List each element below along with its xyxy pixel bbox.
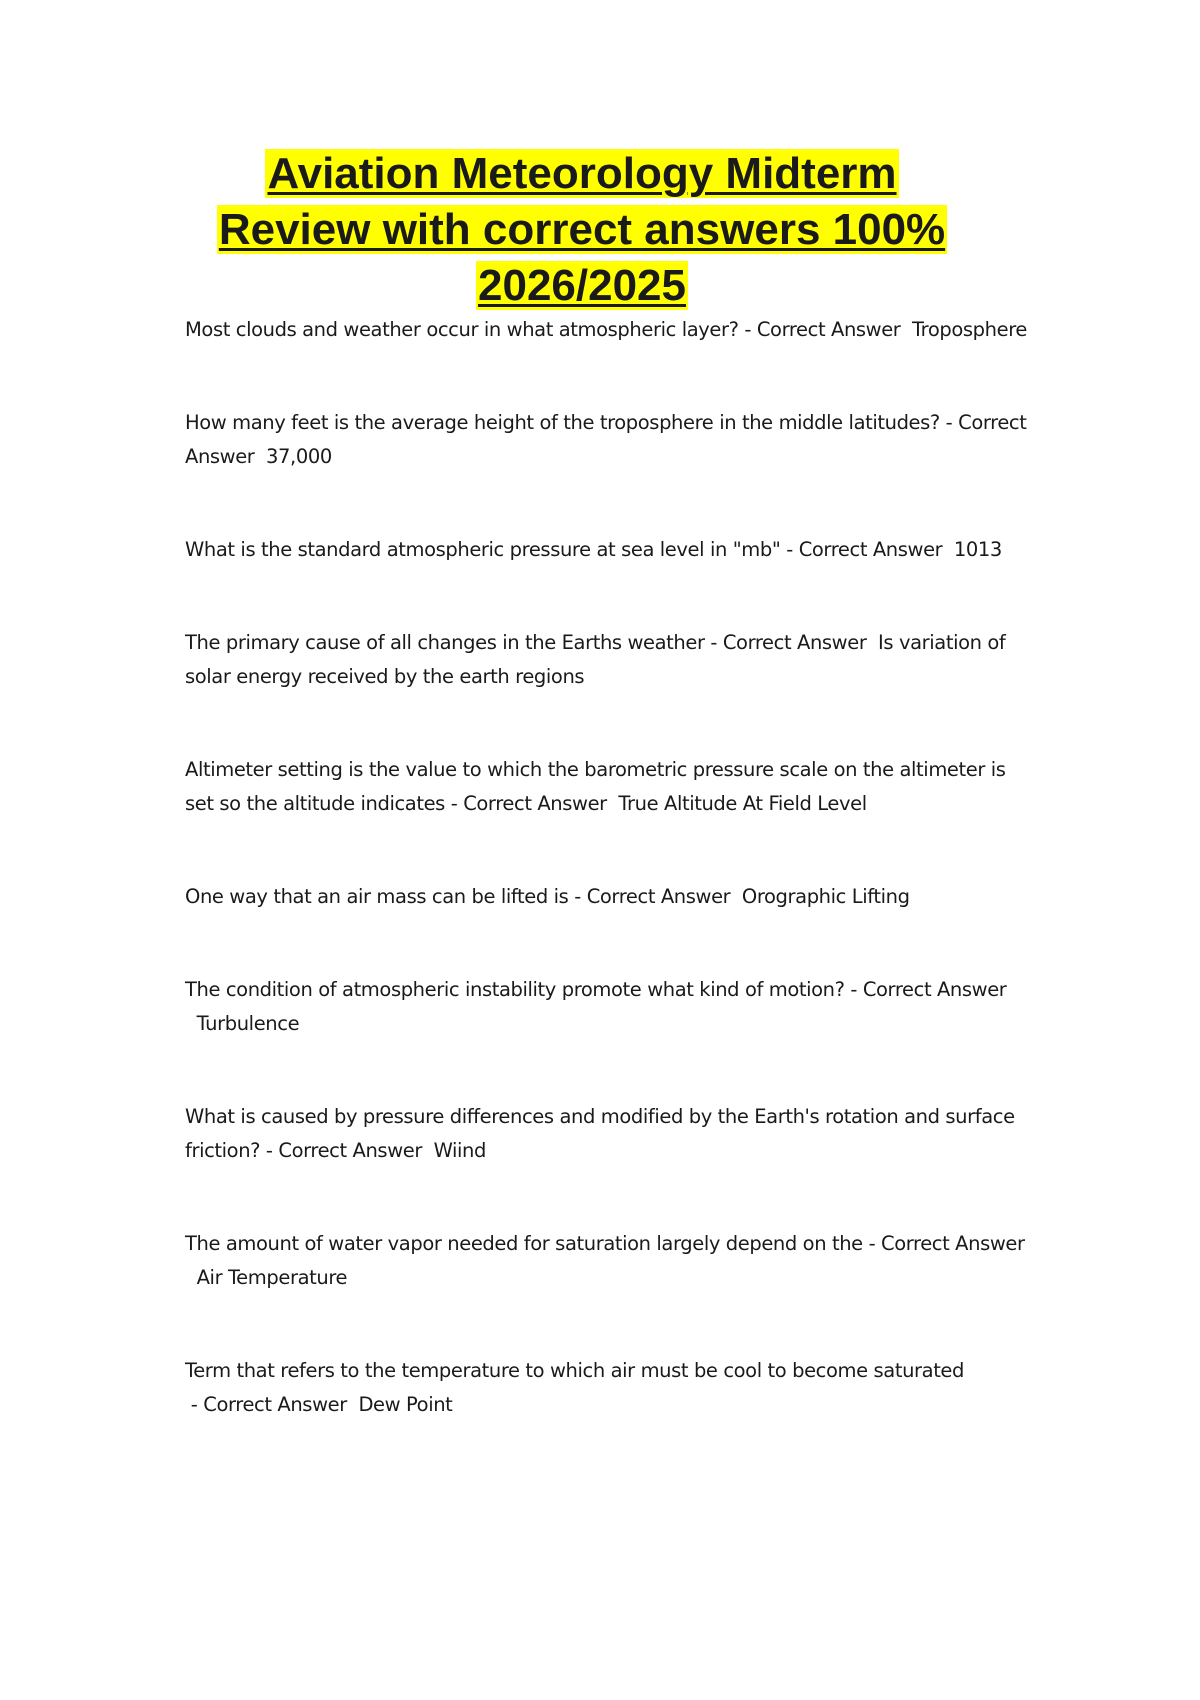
question-answer-list bbox=[185, 313, 1030, 1422]
separator: - bbox=[444, 792, 464, 815]
qa-item bbox=[185, 406, 1030, 474]
answer-text: Wiind bbox=[433, 1139, 486, 1162]
title-line-2: Review with correct answers 100% bbox=[218, 205, 946, 254]
question-text: The amount of water vapor needed for saturation largely depend on the bbox=[185, 1232, 863, 1255]
answer-gap bbox=[607, 792, 619, 815]
qa-item bbox=[185, 973, 1030, 1041]
correct-answer-label: Correct Answer bbox=[722, 631, 867, 654]
question-text: How many feet is the average height of the troposphere in the middle latitudes? bbox=[185, 411, 940, 434]
separator: - bbox=[704, 631, 723, 654]
qa-item bbox=[185, 753, 1030, 821]
correct-answer-label: Correct Answer bbox=[185, 411, 1027, 468]
qa-item bbox=[185, 1354, 1030, 1422]
question-text: Most clouds and weather occur in what atmospheric layer? bbox=[185, 318, 739, 341]
separator: - bbox=[260, 1139, 279, 1162]
answer-gap bbox=[347, 1393, 359, 1416]
answer-text: Dew Point bbox=[358, 1393, 453, 1416]
correct-answer-label: Correct Answer bbox=[203, 1393, 347, 1416]
question-text: One way that an air mass can be lifted is bbox=[185, 885, 569, 908]
document-title bbox=[0, 146, 1164, 314]
question-text: Altimeter setting is the value to which the barometric pressure scale on the altimeter is set so the altitude indicates bbox=[185, 758, 1006, 815]
answer-gap bbox=[866, 631, 878, 654]
separator: - bbox=[185, 1393, 204, 1416]
answer-gap bbox=[942, 538, 954, 561]
separator: - bbox=[862, 1232, 881, 1255]
correct-answer-label: Correct Answer bbox=[586, 885, 731, 908]
qa-item bbox=[185, 1227, 1030, 1295]
correct-answer-label: Correct Answer bbox=[881, 1232, 1025, 1255]
separator: - bbox=[844, 978, 863, 1001]
qa-item bbox=[185, 533, 1030, 567]
separator: - bbox=[568, 885, 587, 908]
answer-gap bbox=[185, 1012, 197, 1035]
answer-gap bbox=[900, 318, 912, 341]
answer-text: Troposphere bbox=[912, 318, 1027, 341]
correct-answer-label: Correct Answer bbox=[798, 538, 943, 561]
title-line-1: Aviation Meteorology Midterm bbox=[267, 149, 897, 198]
answer-text: True Altitude At Field Level bbox=[618, 792, 867, 815]
separator: - bbox=[780, 538, 799, 561]
answer-text: Air Temperature bbox=[196, 1266, 348, 1289]
answer-gap bbox=[185, 1266, 197, 1289]
answer-gap bbox=[422, 1139, 434, 1162]
answer-text: Is variation of solar energy received by the earth regions bbox=[185, 631, 1006, 688]
question-text: What is caused by pressure differences and modified by the Earth's rotation and surface friction? bbox=[185, 1105, 1015, 1162]
separator: - bbox=[738, 318, 757, 341]
correct-answer-label: Correct Answer bbox=[278, 1139, 422, 1162]
qa-item bbox=[185, 626, 1030, 694]
separator: - bbox=[939, 411, 959, 434]
question-text: Term that refers to the temperature to which air must be cool to become saturated bbox=[185, 1359, 965, 1382]
question-text: The primary cause of all changes in the Earths weather bbox=[185, 631, 705, 654]
correct-answer-label: Correct Answer bbox=[862, 978, 1007, 1001]
question-text: The condition of atmospheric instability promote what kind of motion? bbox=[185, 978, 845, 1001]
answer-text: 1013 bbox=[953, 538, 1002, 561]
qa-item bbox=[185, 880, 1030, 914]
answer-text: 37,000 bbox=[266, 445, 332, 468]
answer-gap bbox=[254, 445, 266, 468]
correct-answer-label: Correct Answer bbox=[463, 792, 607, 815]
correct-answer-label: Correct Answer bbox=[756, 318, 901, 341]
title-line-3: 2026/2025 bbox=[478, 261, 686, 310]
question-text: What is the standard atmospheric pressure at sea level in "mb" bbox=[185, 538, 781, 561]
answer-text: Turbulence bbox=[196, 1012, 300, 1035]
qa-item bbox=[185, 313, 1030, 347]
answer-gap bbox=[730, 885, 742, 908]
answer-text: Orographic Lifting bbox=[741, 885, 910, 908]
qa-item bbox=[185, 1100, 1030, 1168]
